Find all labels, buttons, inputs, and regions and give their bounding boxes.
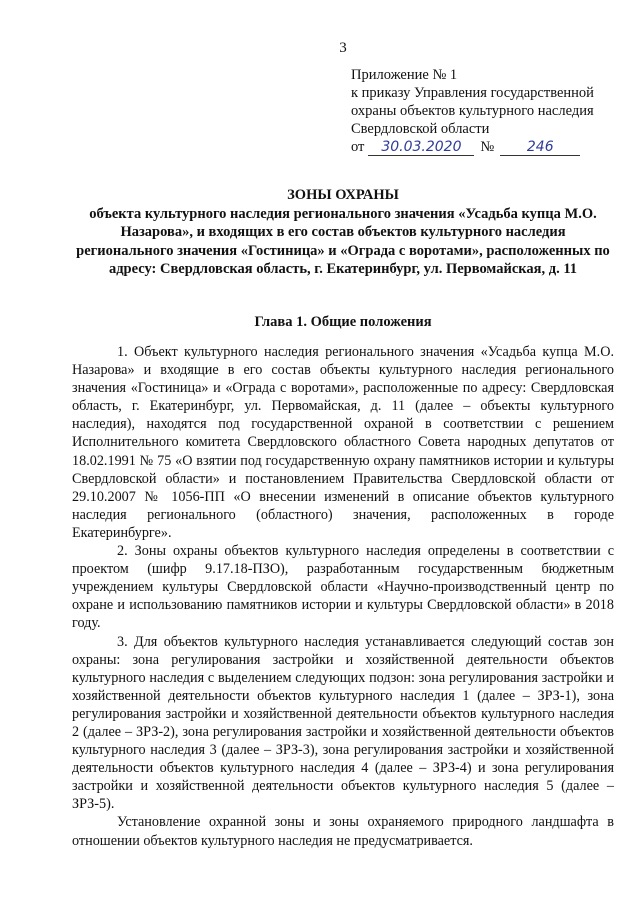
appendix-line: Приложение № 1 xyxy=(351,67,458,83)
order-date-number-line xyxy=(351,138,631,156)
title-heading: ЗОНЫ ОХРАНЫ xyxy=(287,187,399,203)
paragraph-4: Установление охранной зоны и зоны охраняемого природного ландшафта в отношении объектов культурного наследия не предусматривается. xyxy=(72,814,614,849)
paragraph-3: 3. Для объектов культурного наследия устанавливается следующий состав зон охраны: зона регулирования застройки и хозяйственной деятельности объектов культурного наследия с выделением следующих подзон: зона регулирования застройки и хозяйственной деятельности объектов культурного наследия 1 (далее – ЗРЗ-1), зона регулирования застройки и хозяйственной деятельности объектов культурного наследия 2 (далее – ЗРЗ-2), зона регулирования застройки и хозяйственной деятельности объектов культурного наследия 3 (далее – ЗРЗ-3), зона регулирования застройки и хозяйственной деятельности объектов культурного наследия 4 (далее – ЗРЗ-4) и зона регулирования застройки и хозяйственной деятельности объектов культурного наследия 5 (далее – ЗРЗ-5). xyxy=(72,633,614,813)
page-number: 3 xyxy=(339,40,347,56)
appendix-line: Свердловской области xyxy=(351,121,490,137)
paragraph-1: 1. Объект культурного наследия регионального значения «Усадьба купца М.О. Назарова» и входящие в его состав объекты культурного наследия регионального значения «Гостиница» и «Ограда с воротами», расположенные по адресу: Свердловская область, г. Екатеринбург, ул. Первомайская, д. 11 (далее – объекты культурного наследия), находятся под государственной охраной в соответствии с решением Исполнительного комитета Свердловского областного Совета народных депутатов от 18.02.1991 № 75 «О взятии под государственную охрану памятников истории и культуры Свердловской области» и постановлением Правительства Свердловской области от 29.10.2007 № 1056-ПП «О внесении изменений в описание объектов культурного наследия регионального (областного) значения, расположенных в городе Екатеринбурге». xyxy=(72,344,614,541)
handwritten-date: 30.03.2020 xyxy=(368,139,474,156)
chapter-title: Глава 1. Общие положения xyxy=(254,314,432,330)
handwritten-number: 246 xyxy=(500,139,580,156)
paragraph-2: 2. Зоны охраны объектов культурного наследия определены в соответствии с проектом (шифр 9.17.18-ПЗО), разработанным государственным бюджетным учреждением культуры Свердловской области «Научно-производственный центр по охране и использованию памятников истории и культуры Свердловской области» в 2018 году. xyxy=(72,543,614,632)
appendix-line: к приказу Управления государственной xyxy=(351,85,594,101)
document-title xyxy=(72,186,614,279)
document-body xyxy=(72,343,614,850)
from-label: от xyxy=(351,139,365,155)
appendix-line: охраны объектов культурного наследия xyxy=(351,103,594,119)
number-label: № xyxy=(480,139,495,155)
title-text: объекта культурного наследия регионального значения «Усадьба купца М.О. Назарова», и входящих в его состав объектов культурного наследия регионального значения «Гостиница» и «Ограда с воротами», расположенных по адресу: Свердловская область, г. Екатеринбург, ул. Первомайская, д. 11 xyxy=(76,205,610,277)
appendix-block xyxy=(351,66,631,156)
